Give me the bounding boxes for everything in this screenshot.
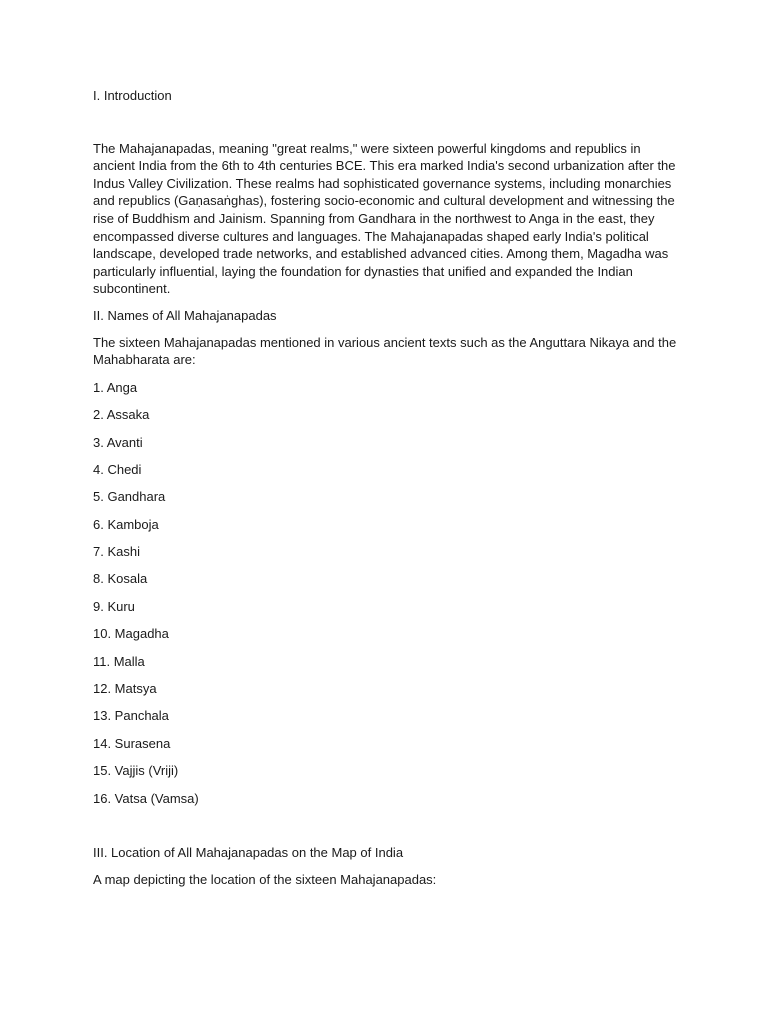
list-item: 4. Chedi: [93, 461, 142, 477]
names-heading: II. Names of All Mahajanapadas: [93, 307, 277, 323]
names-paragraph: The sixteen Mahajanapadas mentioned in various ancient texts such as the Anguttara Nikaya and the Mahabharata are:: [93, 334, 677, 368]
list-item: 2. Assaka: [93, 407, 150, 423]
list-item: 13. Panchala: [93, 708, 169, 724]
list-item: 10. Magadha: [93, 626, 169, 642]
list-item: 1. Anga: [93, 379, 138, 395]
list-item: 14. Surasena: [93, 735, 171, 751]
introduction-paragraph: The Mahajanapadas, meaning "great realms," were sixteen powerful kingdoms and republics in ancient India from the 6th to 4th centuries BCE. This era marked India's second urbanization after the Indus Valley Civilization. These realms had sophisticated governance systems, including monarchies and republics (Gaṇasaṅghas), fostering socio-economic and cultural development and witnessing the rise of Buddhism and Jainism. Spanning from Gandhara in the northwest to Anga in the east, they encompassed diverse cultures and languages. The Mahajanapadas shaped early India's political landscape, developed trade networks, and established advanced cities. Among them, Magadha was particularly influential, laying the foundation for dynasties that unified and expanded the Indian subcontinent.: [93, 140, 676, 297]
list-item: 3. Avanti: [93, 434, 143, 450]
list-item: 16. Vatsa (Vamsa): [93, 790, 199, 806]
introduction-heading: I. Introduction: [93, 88, 172, 103]
location-paragraph: A map depicting the location of the sixteen Mahajanapadas:: [93, 872, 437, 888]
list-item: 15. Vajjis (Vriji): [93, 763, 179, 779]
list-item: 12. Matsya: [93, 681, 157, 697]
mahajanapada-list: [93, 379, 683, 807]
list-item: 11. Malla: [93, 653, 145, 669]
list-item: 6. Kamboja: [93, 516, 159, 532]
list-item: 9. Kuru: [93, 598, 135, 614]
list-item: 8. Kosala: [93, 571, 148, 587]
list-item: 7. Kashi: [93, 544, 140, 560]
list-item: 5. Gandhara: [93, 489, 166, 505]
location-heading: III. Location of All Mahajanapadas on the Map of India: [93, 844, 404, 860]
document-content: [93, 87, 683, 889]
